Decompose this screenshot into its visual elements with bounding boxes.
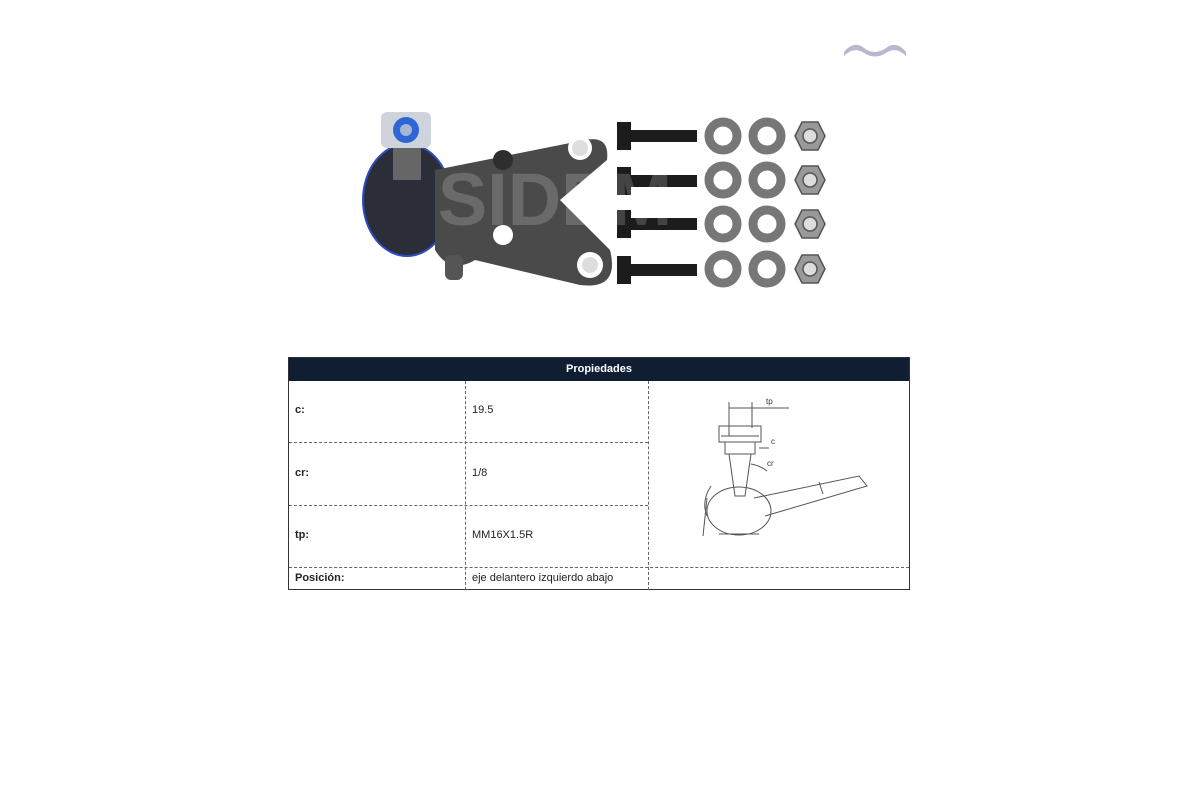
- ball-joint-diagram: [689, 386, 889, 556]
- product-photo: [355, 100, 835, 300]
- row-value-tp: MM16X1.5R: [472, 529, 534, 541]
- properties-table: [288, 357, 910, 590]
- column-divider-2: [648, 381, 649, 590]
- row-label-c: c:: [295, 404, 305, 416]
- diagram-label-cr: cr: [767, 459, 774, 468]
- row-divider-2: [289, 505, 648, 506]
- table-header: Propiedades: [289, 358, 909, 381]
- diagram-label-c: c: [771, 437, 775, 446]
- nuts-image: [795, 122, 825, 283]
- row-divider-3: [289, 567, 909, 568]
- row-divider-1: [289, 442, 648, 443]
- row-label-posicion: Posición:: [295, 572, 345, 584]
- column-divider-1: [465, 381, 466, 590]
- watermark-text: SIDEM: [437, 158, 673, 241]
- diagram-label-tp: tp: [766, 397, 773, 406]
- row-value-posicion: eje delantero izquierdo abajo: [472, 572, 614, 584]
- row-label-tp: tp:: [295, 529, 310, 541]
- row-label-cr: cr:: [295, 467, 310, 479]
- row-value-cr: 1/8: [472, 467, 488, 479]
- row-value-c: 19.5: [472, 404, 494, 416]
- washers-image: [709, 122, 781, 283]
- wave-logo-icon: [842, 38, 908, 60]
